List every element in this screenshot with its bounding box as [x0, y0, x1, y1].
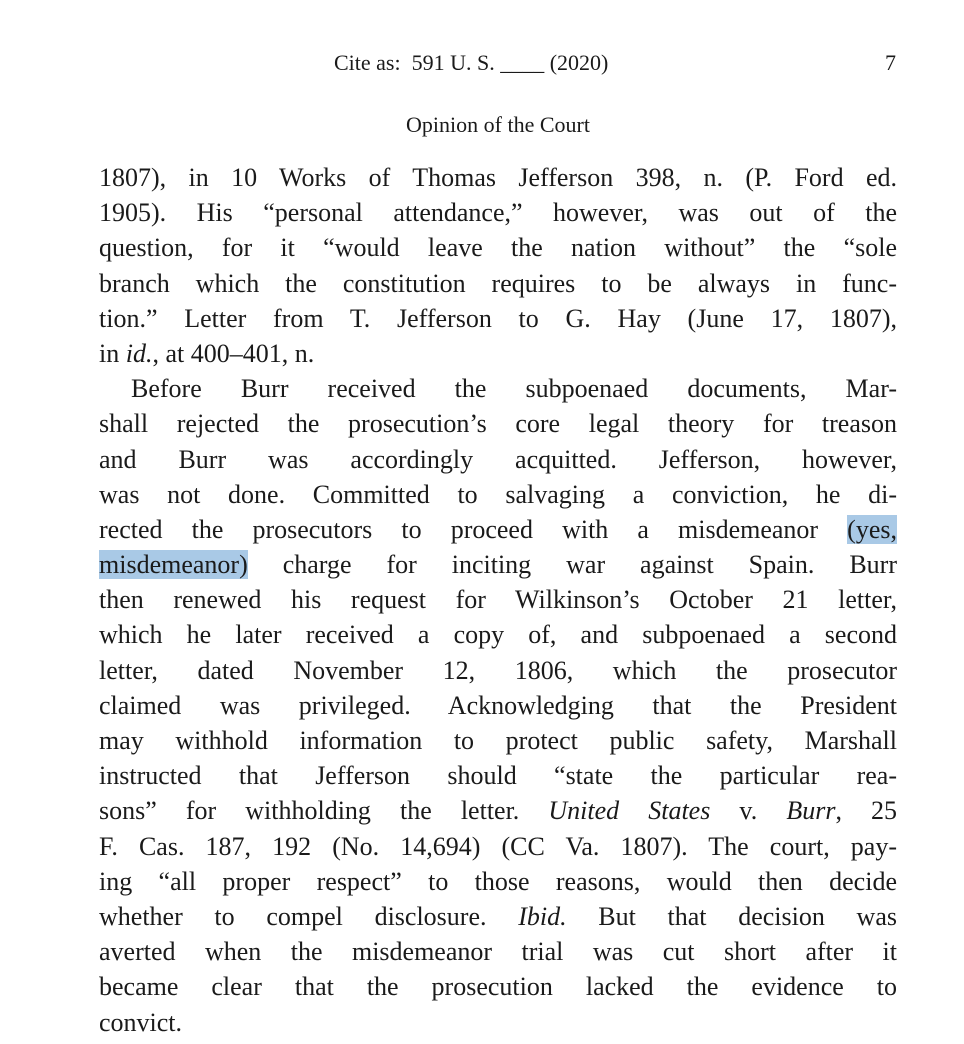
text-line: 1905). His “personal attendance,” however, was out of the	[99, 198, 897, 228]
citation-ibid: Ibid.	[518, 901, 567, 931]
text-line: instructed that Jefferson should “state the particular rea-	[99, 761, 897, 791]
text-line: which he later received a copy of, and subpoenaed a second	[99, 620, 897, 650]
text-line: question, for it “would leave the nation without” the “sole	[99, 233, 897, 263]
text-fragment: , 25	[835, 796, 898, 826]
selected-text[interactable]: misdemeanor)	[99, 550, 248, 580]
text-line: became clear that the prosecution lacked the evidence to	[99, 972, 897, 1002]
text-line: letter, dated November 12, 1806, which the prosecutor	[99, 655, 897, 685]
text-line	[99, 336, 897, 371]
opinion-body	[99, 160, 897, 1040]
text-fragment: v.	[710, 796, 787, 826]
text-line	[99, 512, 897, 547]
text-line: shall rejected the prosecution’s core legal theory for treason	[99, 409, 897, 439]
page-number: 7	[885, 50, 896, 75]
text-fragment: sons” for withholding the letter.	[99, 796, 549, 826]
text-line: Before Burr received the subpoenaed documents, Mar-	[131, 374, 897, 404]
case-name: United States	[548, 796, 711, 826]
text-line: claimed was privileged. Acknowledging that the President	[99, 690, 897, 720]
citation-header: Cite as: 591 U. S. ____ (2020)	[334, 50, 609, 75]
text-line: and Burr was accordingly acquitted. Jefferson, however,	[99, 444, 897, 474]
selected-text[interactable]: (yes,	[847, 514, 897, 544]
text-line: tion.” Letter from T. Jefferson to G. Hay (June 17, 1807),	[99, 303, 897, 333]
text-line: 1807), in 10 Works of Thomas Jefferson 398, n. (P. Ford ed.	[99, 163, 897, 192]
text-line: was not done. Committed to salvaging a conviction, he di-	[99, 479, 897, 509]
case-name: Burr	[786, 796, 836, 826]
section-title: Opinion of the Court	[406, 112, 590, 137]
text-line: ing “all proper respect” to those reasons, would then decide	[99, 866, 897, 896]
text-line	[99, 899, 897, 934]
text-line: then renewed his request for Wilkinson’s October 21 letter,	[99, 585, 897, 615]
running-head	[0, 48, 964, 78]
text-fragment: charge for inciting war against Spain. Burr	[247, 550, 897, 580]
text-line	[99, 547, 897, 582]
text-line: averted when the misdemeanor trial was cut short after it	[99, 937, 897, 967]
text-fragment: in	[99, 338, 126, 368]
citation-id: id.	[125, 338, 153, 368]
text-line: F. Cas. 187, 192 (No. 14,694) (CC Va. 1807). The court, pay-	[99, 831, 897, 861]
text-line: convict.	[99, 1007, 183, 1037]
text-fragment: But that decision was	[566, 901, 897, 931]
text-fragment: , at 400–401, n.	[152, 338, 315, 368]
text-line: branch which the constitution requires to be always in func-	[99, 268, 897, 298]
text-line: may withhold information to protect public safety, Marshall	[99, 726, 897, 755]
text-fragment: rected the prosecutors to proceed with a misdemeanor	[99, 514, 848, 544]
text-fragment: whether to compel disclosure.	[99, 901, 519, 931]
text-line	[99, 793, 897, 828]
